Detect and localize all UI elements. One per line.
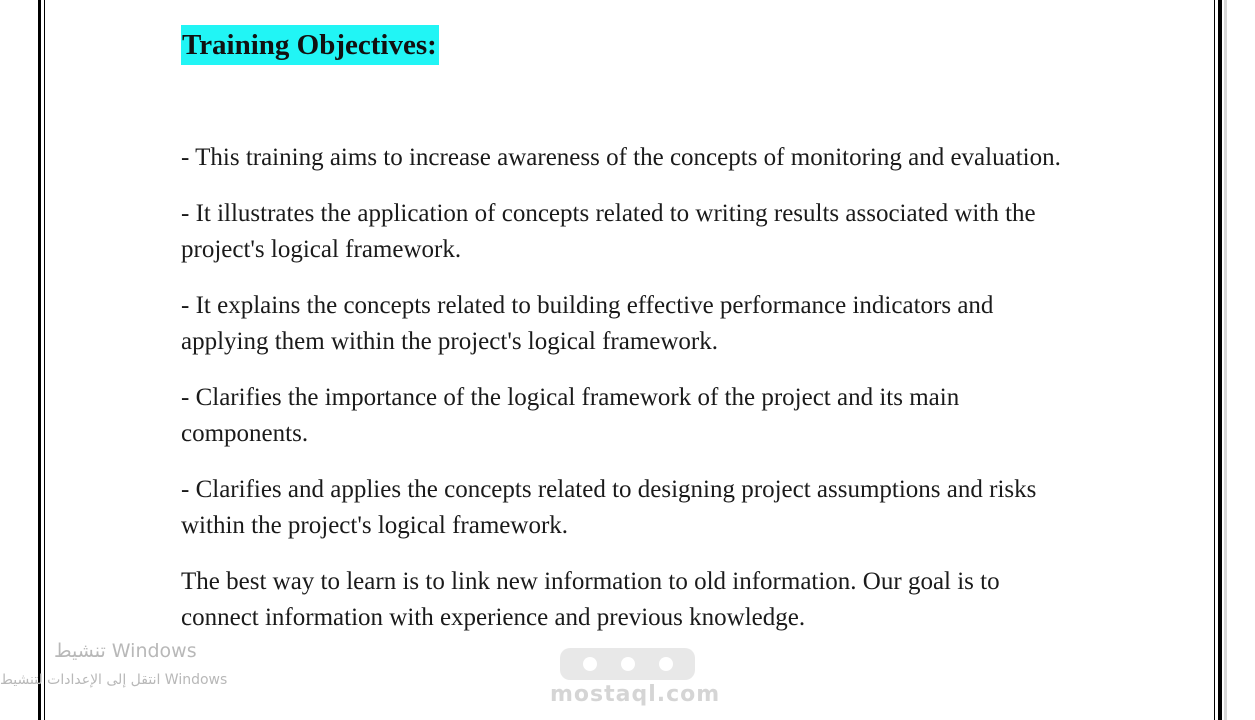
objective-paragraph-4: - Clarifies the importance of the logical framework of the project and its main components. xyxy=(181,384,960,447)
objective-paragraph-2: - It illustrates the application of concepts related to writing results associated with the project's logical framework. xyxy=(181,200,1036,263)
page-border-left-inner xyxy=(44,0,45,720)
page-border-right xyxy=(1218,0,1222,720)
objective-paragraph-1: - This training aims to increase awareness of the concepts of monitoring and evaluation. xyxy=(181,144,1061,171)
page-border-left xyxy=(38,0,41,720)
windows-activation-title: تنشيط Windows xyxy=(54,640,197,662)
mostaql-watermark: mostaql.com xyxy=(550,682,721,707)
page-border-right-inner xyxy=(1214,0,1215,720)
page-border-shadow xyxy=(1224,0,1227,720)
objective-paragraph-3: - It explains the concepts related to building effective performance indicators and applying them within the project's logical framework. xyxy=(181,292,994,355)
objectives-content xyxy=(181,140,1081,656)
section-heading: Training Objectives: xyxy=(181,25,439,65)
closing-paragraph: The best way to learn is to link new information to old information. Our goal is to connect information with experience and previous knowledge. xyxy=(181,568,1000,631)
objective-paragraph-5: - Clarifies and applies the concepts related to designing project assumptions and risks within the project's logical framework. xyxy=(181,476,1037,539)
windows-activation-subtitle: انتقل إلى الإعدادات لتنشيط Windows xyxy=(0,672,228,688)
